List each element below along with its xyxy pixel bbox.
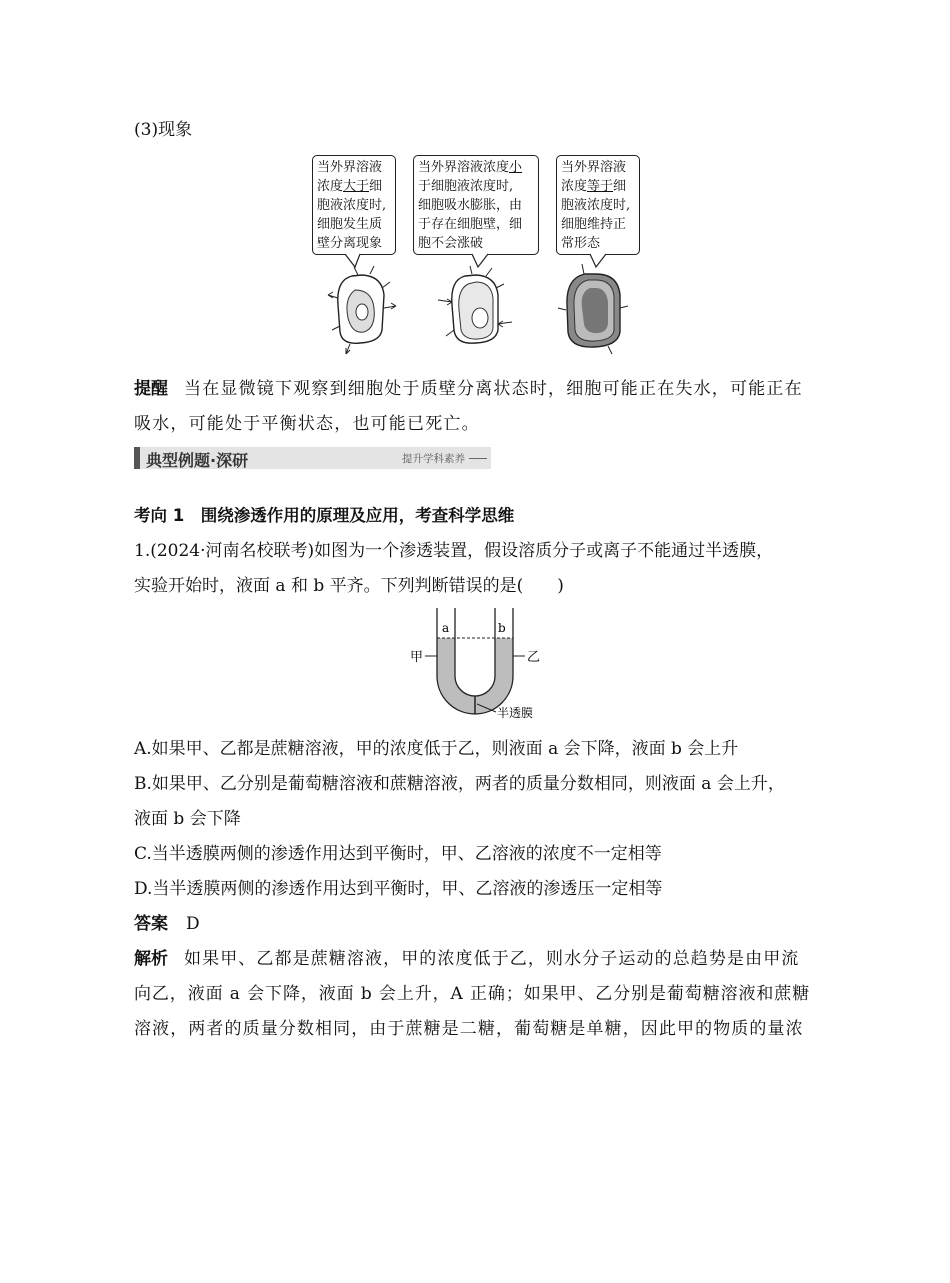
tip-label: 提醒: [134, 379, 168, 399]
analysis-line-2: 向乙，液面 a 会下降，液面 b 会上升，A 正确；如果甲、乙分别是葡萄糖溶液和蔗糖: [134, 984, 811, 1004]
bubble-line: 于存在细胞壁，细: [418, 217, 523, 232]
bubble-line: 壁分离现象: [317, 236, 383, 251]
analysis-line-1: 解析 如果甲、乙都是蔗糖溶液，甲的浓度低于乙，则水分子运动的总趋势是由甲流: [134, 949, 800, 969]
cell-illustrations: [300, 250, 660, 360]
answer-line: [134, 912, 200, 936]
normal-cell-icon: [558, 264, 628, 354]
bubble-line: 细胞发生质: [317, 217, 383, 232]
plasmolyzed-cell-icon: [328, 266, 396, 354]
question-line-2: 实验开始时，液面 a 和 b 平齐。下列判断错误的是( ): [134, 576, 564, 596]
bubble-line: 胞不会涨破: [418, 236, 484, 251]
label-jia: 甲: [410, 650, 424, 665]
option-b-line-1: B.如果甲、乙分别是葡萄糖溶液和蔗糖溶液，两者的质量分数相同，则液面 a 会上升，: [134, 774, 785, 794]
bubble-line: 胞液浓度时,: [561, 198, 631, 213]
option-c: C.当半透膜两侧的渗透作用达到平衡时，甲、乙溶液的浓度不一定相等: [134, 844, 662, 864]
bubble-line: 细胞维持正: [561, 217, 627, 232]
answer-value: D: [186, 914, 200, 934]
bubble-line: 细胞吸水膨胀，由: [418, 198, 523, 213]
tip-line-2: 吸水，可能处于平衡状态，也可能已死亡。: [134, 414, 480, 434]
topic-heading: 考向 1 围绕渗透作用的原理及应用，考查科学思维: [134, 506, 515, 525]
bubble-line: 当外界溶液浓度小: [418, 160, 523, 175]
banner-title: 典型例题·深研: [146, 451, 249, 470]
label-b: b: [498, 621, 506, 635]
bubble-line: 于细胞液浓度时,: [418, 179, 514, 194]
bubble-line: 浓度等于细: [561, 179, 627, 194]
analysis-label: 解析: [134, 949, 168, 969]
u-tube-diagram: [400, 604, 560, 722]
section-heading: (3)现象: [134, 120, 193, 140]
section-banner: [134, 447, 491, 469]
label-a: a: [442, 621, 450, 635]
option-d: D.当半透膜两侧的渗透作用达到平衡时，甲、乙溶液的渗透压一定相等: [134, 879, 663, 899]
answer-label: 答案: [134, 914, 168, 934]
callout-bubble-hypotonic: [413, 155, 539, 255]
tip-line-1: 提醒 当在显微镜下观察到细胞处于质壁分离状态时，细胞可能正在失水，可能正在: [134, 379, 803, 399]
swollen-cell-icon: [438, 266, 512, 343]
banner-subtitle: 提升学科素养: [402, 453, 465, 465]
analysis-line-3: 溶液，两者的质量分数相同，由于蔗糖是二糖，葡萄糖是单糖，因此甲的物质的量浓: [134, 1019, 804, 1039]
bubble-line: 常形态: [561, 236, 601, 251]
question-line-1: 1.(2024·河南名校联考)如图为一个渗透装置，假设溶质分子或离子不能通过半透膜，: [134, 541, 774, 561]
callout-bubble-isotonic: [556, 155, 640, 255]
bubble-line: 浓度大于细: [317, 179, 383, 194]
option-a: A.如果甲、乙都是蔗糖溶液，甲的浓度低于乙，则液面 a 会下降，液面 b 会上升: [134, 739, 739, 759]
callout-bubble-hypertonic: [312, 155, 396, 255]
label-yi: 乙: [527, 650, 541, 665]
label-membrane: 半透膜: [497, 706, 534, 720]
bubble-line: 当外界溶液: [317, 160, 383, 175]
bubble-line: 胞液浓度时,: [317, 198, 387, 213]
option-b-line-2: 液面 b 会下降: [134, 809, 241, 829]
bubble-line: 当外界溶液: [561, 160, 627, 175]
